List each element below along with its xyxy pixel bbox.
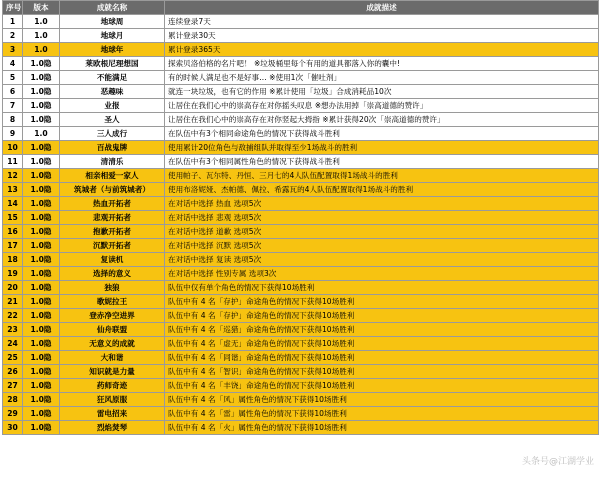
row-index: 13: [3, 183, 23, 197]
table-row: [3, 337, 599, 351]
row-index: 25: [3, 351, 23, 365]
row-index: 18: [3, 253, 23, 267]
row-version: 1.0隐: [23, 281, 60, 295]
row-index: 20: [3, 281, 23, 295]
row-achievement-name: 业报: [60, 99, 165, 113]
row-achievement-description: 队伍中有 4 名「巡猎」命途角色的情况下获得10场胜利: [165, 323, 599, 337]
row-version: 1.0: [23, 43, 60, 57]
header-version: 版本: [23, 1, 60, 15]
row-version: 1.0隐: [23, 141, 60, 155]
row-index: 6: [3, 85, 23, 99]
row-version: 1.0隐: [23, 225, 60, 239]
row-version: 1.0隐: [23, 57, 60, 71]
row-version: 1.0隐: [23, 309, 60, 323]
table-row: [3, 183, 599, 197]
row-version: 1.0隐: [23, 211, 60, 225]
row-achievement-description: 在队伍中有3个相同属性角色的情况下获得战斗胜利: [165, 155, 599, 169]
table-body: [3, 15, 599, 435]
row-version: 1.0隐: [23, 267, 60, 281]
table-row: [3, 225, 599, 239]
header-index: 序号: [3, 1, 23, 15]
row-achievement-name: 抱歉开拓者: [60, 225, 165, 239]
row-achievement-description: 在对话中选择 热血 选项5次: [165, 197, 599, 211]
table-row: [3, 15, 599, 29]
row-achievement-name: 地球月: [60, 29, 165, 43]
header-achievement-description: 成就描述: [165, 1, 599, 15]
table-row: [3, 169, 599, 183]
table-row: [3, 239, 599, 253]
row-achievement-name: 狂风原服: [60, 393, 165, 407]
table-row: [3, 295, 599, 309]
row-version: 1.0隐: [23, 239, 60, 253]
table-row: [3, 99, 599, 113]
row-index: 28: [3, 393, 23, 407]
row-version: 1.0隐: [23, 85, 60, 99]
table-row: [3, 71, 599, 85]
row-achievement-description: 队伍中有 4 名「火」属性角色的情况下获得10场胜利: [165, 421, 599, 435]
table-row: [3, 323, 599, 337]
row-index: 8: [3, 113, 23, 127]
row-achievement-name: 沉默开拓者: [60, 239, 165, 253]
row-achievement-name: 圣人: [60, 113, 165, 127]
row-index: 4: [3, 57, 23, 71]
table-row: [3, 127, 599, 141]
row-version: 1.0隐: [23, 155, 60, 169]
table-row: [3, 379, 599, 393]
row-achievement-name: 药师奇迹: [60, 379, 165, 393]
row-achievement-description: 就连一块垃圾，也有它的作用 ※累计使用「垃圾」合成消耗品10次: [165, 85, 599, 99]
row-achievement-name: 热血开拓者: [60, 197, 165, 211]
table-row: [3, 309, 599, 323]
row-achievement-name: 无意义的成就: [60, 337, 165, 351]
table-row: [3, 85, 599, 99]
row-index: 21: [3, 295, 23, 309]
row-version: 1.0: [23, 127, 60, 141]
row-version: 1.0隐: [23, 351, 60, 365]
row-achievement-description: 在对话中选择 沉默 选项5次: [165, 239, 599, 253]
row-index: 10: [3, 141, 23, 155]
row-achievement-description: 使用帕子、瓦尔特、丹恒、三月七的4人队伍配置取得1场战斗的胜利: [165, 169, 599, 183]
row-achievement-name: 选择的意义: [60, 267, 165, 281]
achievement-table: [2, 0, 599, 435]
table-row: [3, 57, 599, 71]
row-achievement-description: 累计登录365天: [165, 43, 599, 57]
row-achievement-name: 不能满足: [60, 71, 165, 85]
row-achievement-description: 使用布洛妮娅、杰帕德、佩拉、希露瓦的4人队伍配置取得1场战斗的胜利: [165, 183, 599, 197]
row-achievement-name: 清清乐: [60, 155, 165, 169]
row-achievement-name: 歌妮拉王: [60, 295, 165, 309]
table-row: [3, 421, 599, 435]
row-version: 1.0: [23, 29, 60, 43]
table-row: [3, 393, 599, 407]
row-achievement-name: 恶趣味: [60, 85, 165, 99]
row-achievement-name: 筑城者（与前筑城者）: [60, 183, 165, 197]
row-achievement-description: 队伍中有 4 名「虚无」命途角色的情况下获得10场胜利: [165, 337, 599, 351]
row-achievement-name: 三人成行: [60, 127, 165, 141]
row-achievement-name: 登赤净空进界: [60, 309, 165, 323]
row-index: 3: [3, 43, 23, 57]
row-achievement-name: 雷电招来: [60, 407, 165, 421]
row-achievement-name: 莱欧根尼理想国: [60, 57, 165, 71]
row-achievement-name: 知识就是力量: [60, 365, 165, 379]
row-version: 1.0隐: [23, 393, 60, 407]
row-achievement-description: 使用累计20位角色与敌捕组队并取得至少1场战斗的胜利: [165, 141, 599, 155]
row-achievement-name: 仙舟联盟: [60, 323, 165, 337]
row-achievement-name: 相亲相爱一家人: [60, 169, 165, 183]
row-achievement-description: 在对话中选择 性别专属 选项3次: [165, 267, 599, 281]
row-achievement-description: 累计登录30天: [165, 29, 599, 43]
row-achievement-description: 队伍中有 4 名「同谐」命途角色的情况下获得10场胜利: [165, 351, 599, 365]
row-achievement-description: 在对话中选择 复读 选项5次: [165, 253, 599, 267]
watermark: 头条号@江湖学业: [521, 457, 594, 467]
row-index: 26: [3, 365, 23, 379]
row-version: 1.0隐: [23, 113, 60, 127]
row-achievement-description: 队伍中有 4 名「雷」属性角色的情况下获得10场胜利: [165, 407, 599, 421]
row-version: 1.0: [23, 15, 60, 29]
table-row: [3, 29, 599, 43]
row-index: 15: [3, 211, 23, 225]
row-achievement-description: 队伍中有 4 名「存护」命途角色的情况下获得10场胜利: [165, 295, 599, 309]
table-row: [3, 113, 599, 127]
row-index: 9: [3, 127, 23, 141]
row-index: 24: [3, 337, 23, 351]
row-achievement-name: 地球周: [60, 15, 165, 29]
row-index: 14: [3, 197, 23, 211]
table-row: [3, 141, 599, 155]
table-row: [3, 211, 599, 225]
row-achievement-description: 探索贝洛伯格的名片吧！ ※垃圾桶里每个有用的道具都落入你的囊中!: [165, 57, 599, 71]
row-achievement-description: 队伍中有 4 名「丰饶」命途角色的情况下获得10场胜利: [165, 379, 599, 393]
row-index: 5: [3, 71, 23, 85]
row-version: 1.0隐: [23, 71, 60, 85]
row-achievement-description: 在对话中选择 道歉 选项5次: [165, 225, 599, 239]
row-version: 1.0隐: [23, 169, 60, 183]
row-index: 1: [3, 15, 23, 29]
table-row: [3, 407, 599, 421]
row-achievement-description: 队伍中有 4 名「智识」命途角色的情况下获得10场胜利: [165, 365, 599, 379]
row-achievement-description: 有的时候人满足也不是好事… ※使用1次「催吐剂」: [165, 71, 599, 85]
table-row: [3, 155, 599, 169]
row-version: 1.0隐: [23, 99, 60, 113]
table-header-row: [3, 1, 599, 15]
row-version: 1.0隐: [23, 421, 60, 435]
row-version: 1.0隐: [23, 337, 60, 351]
row-version: 1.0隐: [23, 365, 60, 379]
row-index: 2: [3, 29, 23, 43]
row-achievement-description: 让居住在我们心中的崇高存在对你摇头叹息 ※想办法用掉「崇高道德的赞许」: [165, 99, 599, 113]
row-achievement-name: 悲观开拓者: [60, 211, 165, 225]
row-achievement-description: 在对话中选择 悲观 选项5次: [165, 211, 599, 225]
row-version: 1.0隐: [23, 379, 60, 393]
row-achievement-name: 烈焰焚琴: [60, 421, 165, 435]
row-achievement-description: 在队伍中有3个相同命途角色的情况下获得战斗胜利: [165, 127, 599, 141]
row-achievement-name: 独狼: [60, 281, 165, 295]
row-version: 1.0隐: [23, 407, 60, 421]
table-row: [3, 365, 599, 379]
table-row: [3, 281, 599, 295]
row-index: 23: [3, 323, 23, 337]
row-index: 22: [3, 309, 23, 323]
row-index: 16: [3, 225, 23, 239]
row-version: 1.0隐: [23, 323, 60, 337]
row-version: 1.0隐: [23, 183, 60, 197]
table-row: [3, 43, 599, 57]
row-index: 11: [3, 155, 23, 169]
row-index: 30: [3, 421, 23, 435]
row-index: 12: [3, 169, 23, 183]
row-achievement-description: 队伍中有 4 名「存护」命途角色的情况下获得10场胜利: [165, 309, 599, 323]
table-row: [3, 253, 599, 267]
row-version: 1.0隐: [23, 295, 60, 309]
row-achievement-description: 连续登录7天: [165, 15, 599, 29]
row-achievement-description: 队伍中有 4 名「风」属性角色的情况下获得10场胜利: [165, 393, 599, 407]
table-row: [3, 267, 599, 281]
table-row: [3, 351, 599, 365]
row-achievement-description: 让居住在我们心中的崇高存在对你竖起大拇指 ※累计获得20次「崇高道德的赞许」: [165, 113, 599, 127]
row-index: 29: [3, 407, 23, 421]
row-index: 7: [3, 99, 23, 113]
row-version: 1.0隐: [23, 253, 60, 267]
row-index: 19: [3, 267, 23, 281]
row-achievement-name: 大和谐: [60, 351, 165, 365]
table-row: [3, 197, 599, 211]
row-achievement-name: 百战鬼牌: [60, 141, 165, 155]
row-achievement-name: 复读机: [60, 253, 165, 267]
row-version: 1.0隐: [23, 197, 60, 211]
row-achievement-name: 地球年: [60, 43, 165, 57]
row-index: 27: [3, 379, 23, 393]
header-achievement-name: 成就名称: [60, 1, 165, 15]
row-achievement-description: 队伍中仅有单个角色的情况下获得10场胜利: [165, 281, 599, 295]
row-index: 17: [3, 239, 23, 253]
